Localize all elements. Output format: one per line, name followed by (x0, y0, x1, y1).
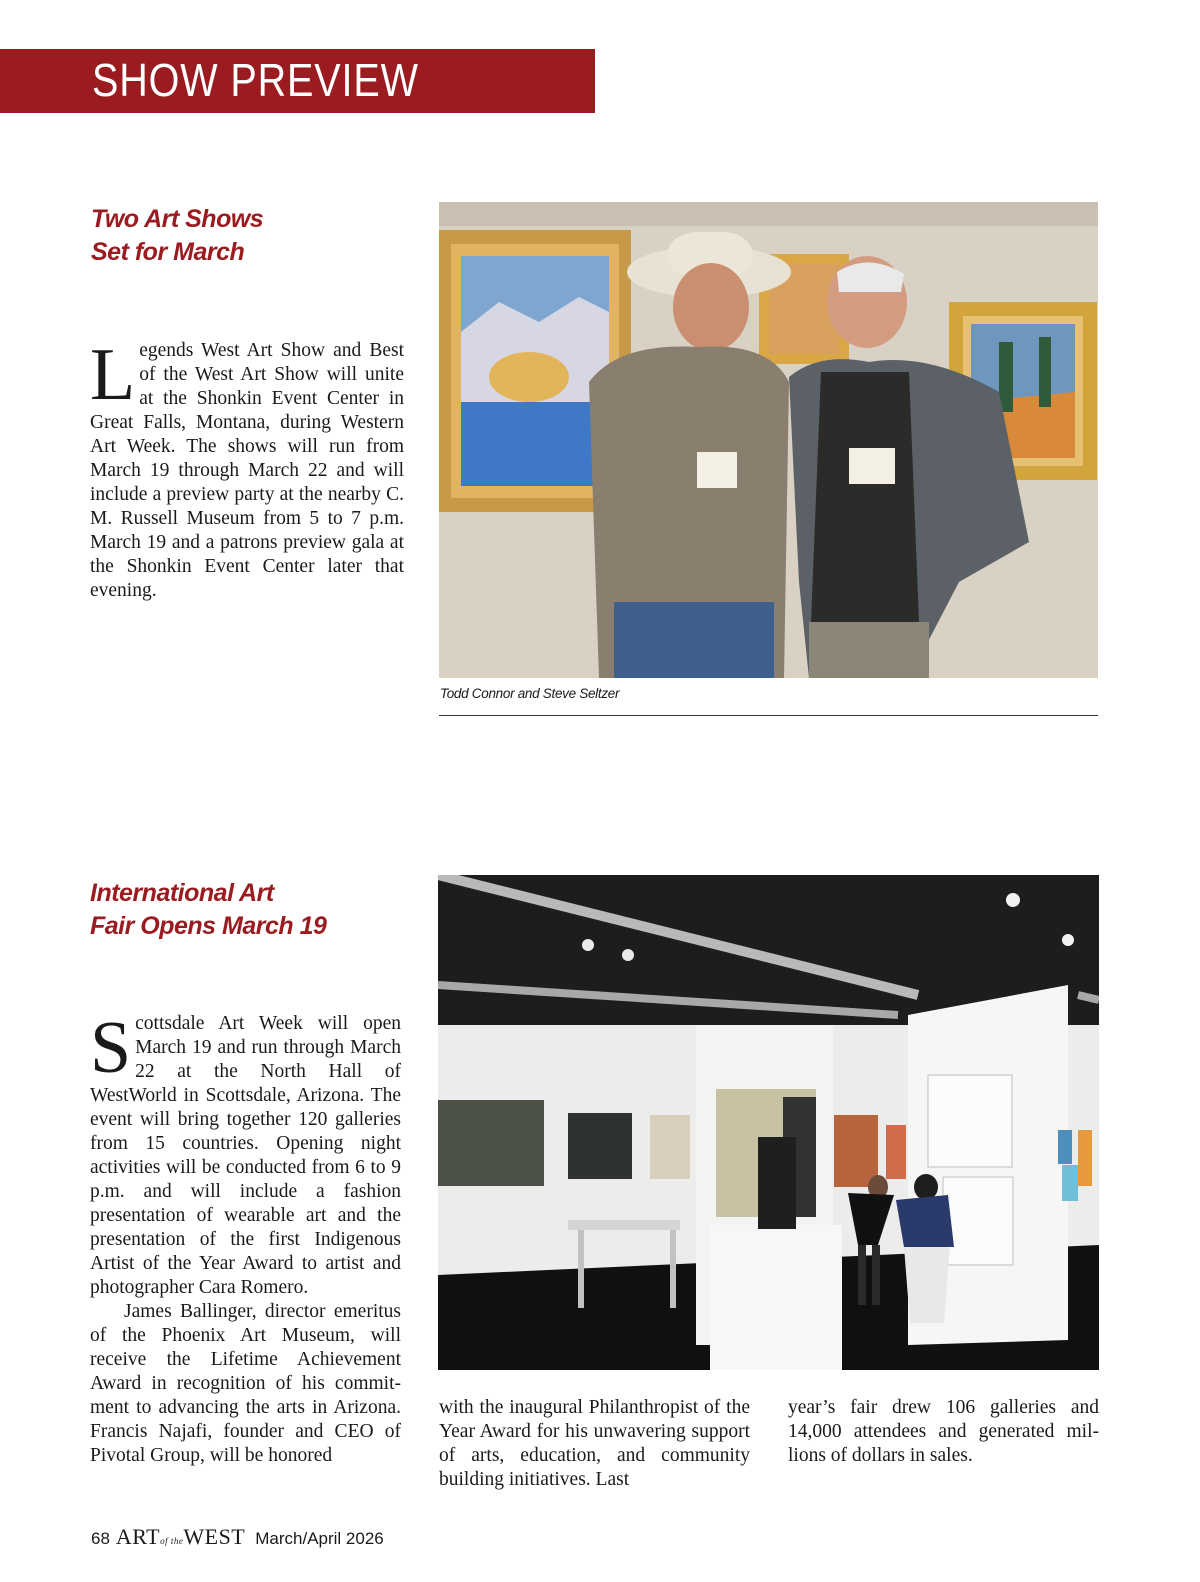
article2-column3 (788, 1396, 1099, 1468)
article2-headline (90, 877, 326, 943)
article2-para2-col2: with the inaugural Philanthropist of the Year Award for his unwavering support of arts, education, and community building initiatives. Last (439, 1397, 750, 1490)
article2-para1: cottsdale Art Week will open March 19 and run through March 22 at the North Hall of WestWorld in Scottsdale, Arizona. The event will bring together 120 galleries from 15 countries. Opening night activities will be conducted from 6 to 9 p.m. and will include a fashion presentation of wearable art and the presentation of the first Indigenous Artist of the Year Award to artist and photographer Cara Romero. (90, 1013, 401, 1298)
article1-headline (91, 203, 263, 269)
article2-para2-col3: year’s fair drew 106 galleries and 14,000 attendees and generated millions of dollars in sales. (788, 1397, 1099, 1466)
article1-photo-caption: Todd Connor and Steve Seltzer (440, 686, 620, 701)
article1-body (90, 334, 404, 603)
magazine-logo (116, 1524, 245, 1549)
article2-photo (438, 875, 1099, 1370)
page-footer (91, 1524, 384, 1550)
article2-dropcap: S (90, 1007, 132, 1089)
article2-headline-line1: International Art (90, 879, 274, 907)
article1-photo (439, 202, 1098, 678)
section-banner (0, 49, 595, 113)
article2-headline-line2: Fair Opens March 19 (90, 912, 327, 940)
issue-date: March/April 2026 (255, 1529, 384, 1548)
article1-dropcap: L (90, 334, 136, 416)
article1-body-text: egends West Art Show and Best of the West Art Show will unite at the Shonkin Event Center in Great Falls, Montana, during Western Art Week. The shows will run from March 19 through March 22 and will include a preview party at the nearby C. M. Russell Museum from 5 to 7 p.m. March 19 and a patrons preview gala at the Shonkin Event Center later that evening. (90, 340, 404, 601)
section-banner-title: SHOW PREVIEW (92, 54, 419, 106)
article2-column2 (439, 1396, 750, 1492)
magazine-logo-west: WEST (183, 1524, 246, 1549)
article2-column1 (90, 1007, 401, 1468)
article1-divider (439, 715, 1098, 716)
page-number: 68 (91, 1529, 110, 1548)
article1-headline-line2: Set for March (91, 238, 245, 266)
magazine-logo-ofthe: of the (160, 1536, 184, 1546)
article2-para2-col1: James Ballinger, director emeritus of the Phoenix Art Museum, will receive the Lifetime Achievement Award in recognition of his commitment to advancing the arts in Arizona. Francis Najafi, founder and CEO of Pivotal Group, will be honored (90, 1301, 401, 1466)
magazine-logo-art: ART (115, 1524, 161, 1549)
article1-headline-line1: Two Art Shows (91, 205, 264, 233)
